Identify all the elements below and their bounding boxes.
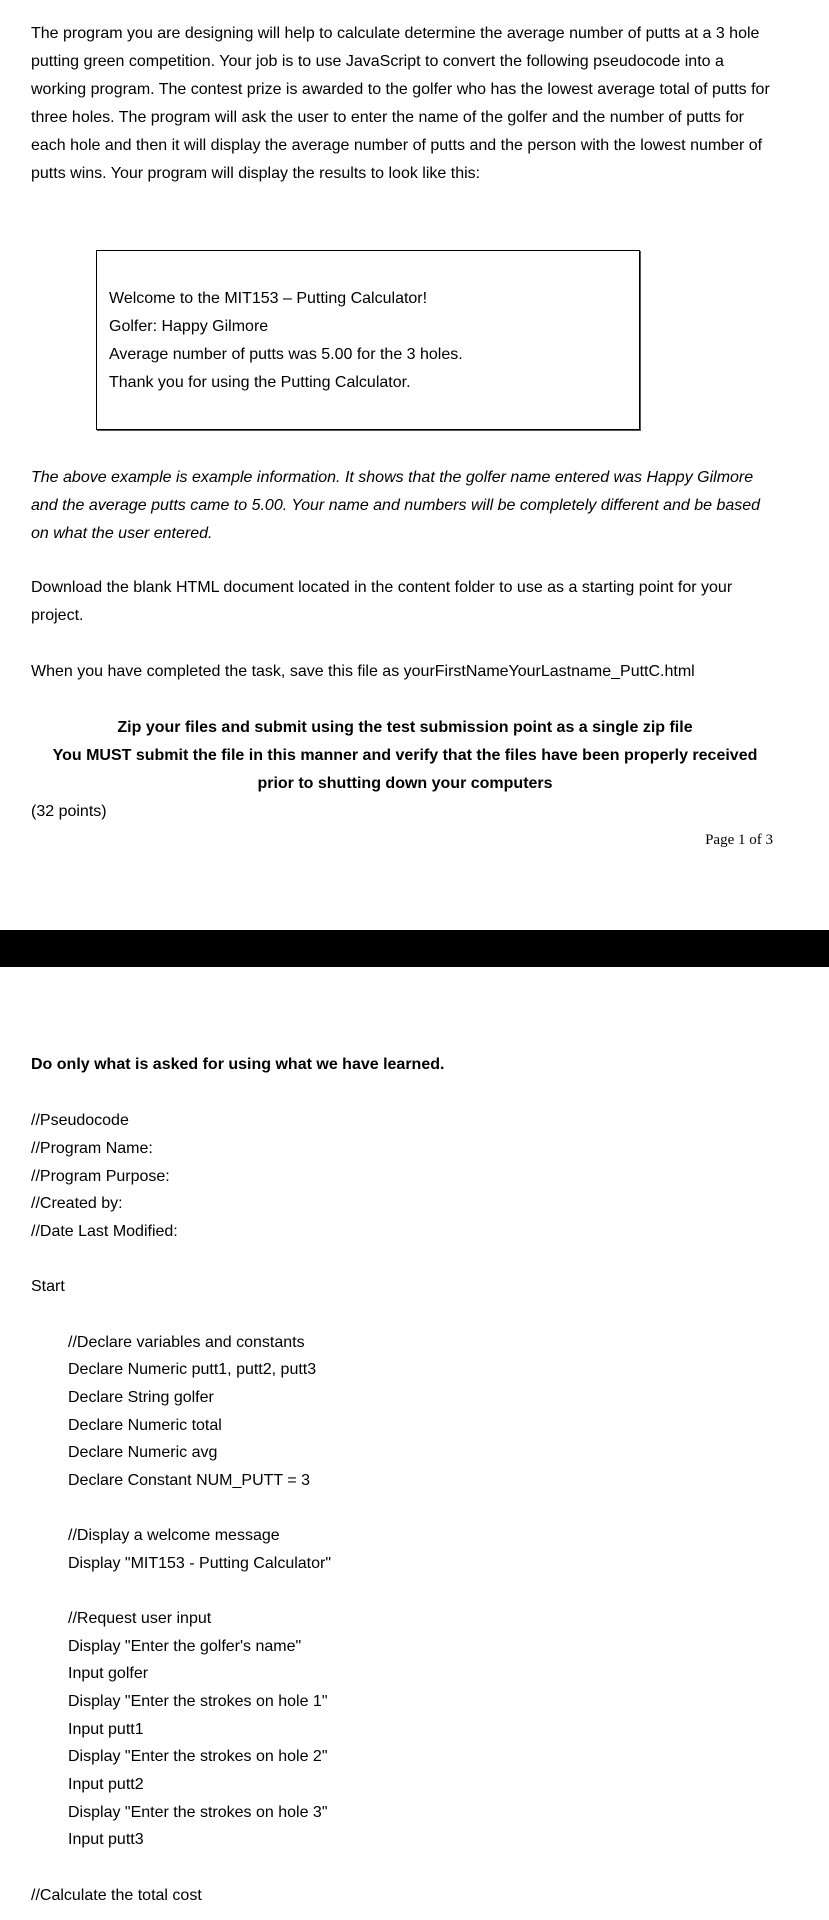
points-label: (32 points) bbox=[31, 803, 107, 820]
example-line-thanks: Thank you for using the Putting Calculator. bbox=[109, 374, 411, 391]
code-line: Display "MIT153 - Putting Calculator" bbox=[68, 1555, 332, 1572]
example-line-golfer: Golfer: Happy Gilmore bbox=[109, 318, 269, 335]
example-output-box bbox=[96, 250, 640, 430]
code-line: //Date Last Modified: bbox=[31, 1223, 178, 1240]
submit-heading-line2: You MUST submit the file in this manner and verify that the files have been properly received prior to shutting down your computers bbox=[52, 747, 758, 792]
example-note-paragraph: The above example is example information. It shows that the golfer name entered was Happy Gilmore and the average putts came to 5.00. Your name and numbers will be completely different and be based on what the user entered. bbox=[31, 469, 761, 542]
code-line: Declare String golfer bbox=[68, 1389, 214, 1406]
code-line: Display "Enter the strokes on hole 1" bbox=[68, 1693, 328, 1710]
submit-heading-line1: Zip your files and submit using the test submission point as a single zip file bbox=[117, 719, 693, 736]
code-line: Display "Enter the golfer's name" bbox=[68, 1638, 302, 1655]
download-note-paragraph: Download the blank HTML document located in the content folder to use as a starting point for your project. bbox=[31, 579, 733, 624]
code-line: Declare Numeric putt1, putt2, putt3 bbox=[68, 1361, 317, 1378]
document-page-2 bbox=[0, 967, 829, 1920]
example-line-welcome: Welcome to the MIT153 – Putting Calculator! bbox=[109, 290, 428, 307]
code-line: //Program Name: bbox=[31, 1140, 153, 1157]
code-line: Declare Constant NUM_PUTT = 3 bbox=[68, 1472, 311, 1489]
code-line: Declare Numeric total bbox=[68, 1417, 222, 1434]
instruction-line: Do only what is asked for using what we have learned. bbox=[31, 1056, 445, 1073]
document-page-1 bbox=[0, 0, 829, 930]
code-line: Declare Numeric avg bbox=[68, 1444, 218, 1461]
example-line-average: Average number of putts was 5.00 for the 3 holes. bbox=[109, 346, 463, 363]
calc-comment: //Calculate the total cost bbox=[31, 1887, 202, 1904]
code-line: Input golfer bbox=[68, 1665, 149, 1682]
intro-paragraph: The program you are designing will help to calculate determine the average number of putts at a 3 hole putting green competition. Your job is to use JavaScript to convert the following pseudocode into a working program. The contest prize is awarded to the golfer who has the lowest average total of putts for three holes. The program will ask the user to enter the name of the golfer and the number of putts for each hole and then it will display the average number of putts and the person with the lowest number of putts wins. Your program will display the results to look like this: bbox=[31, 25, 770, 182]
code-line: Display "Enter the strokes on hole 2" bbox=[68, 1748, 328, 1765]
code-line: Display "Enter the strokes on hole 3" bbox=[68, 1804, 328, 1821]
page-separator bbox=[0, 930, 829, 967]
code-line: //Program Purpose: bbox=[31, 1168, 170, 1185]
code-line: //Pseudocode bbox=[31, 1112, 129, 1129]
code-line: Input putt3 bbox=[68, 1831, 144, 1848]
code-line: Input putt2 bbox=[68, 1776, 144, 1793]
code-line: //Declare variables and constants bbox=[68, 1334, 305, 1351]
code-line: //Display a welcome message bbox=[68, 1527, 280, 1544]
code-line: //Created by: bbox=[31, 1195, 123, 1212]
code-line: //Request user input bbox=[68, 1610, 212, 1627]
code-line: Input putt1 bbox=[68, 1721, 144, 1738]
save-note-paragraph: When you have completed the task, save this file as yourFirstNameYourLastname_PuttC.html bbox=[31, 663, 695, 680]
start-keyword: Start bbox=[31, 1278, 65, 1295]
page-number: Page 1 of 3 bbox=[705, 832, 773, 848]
